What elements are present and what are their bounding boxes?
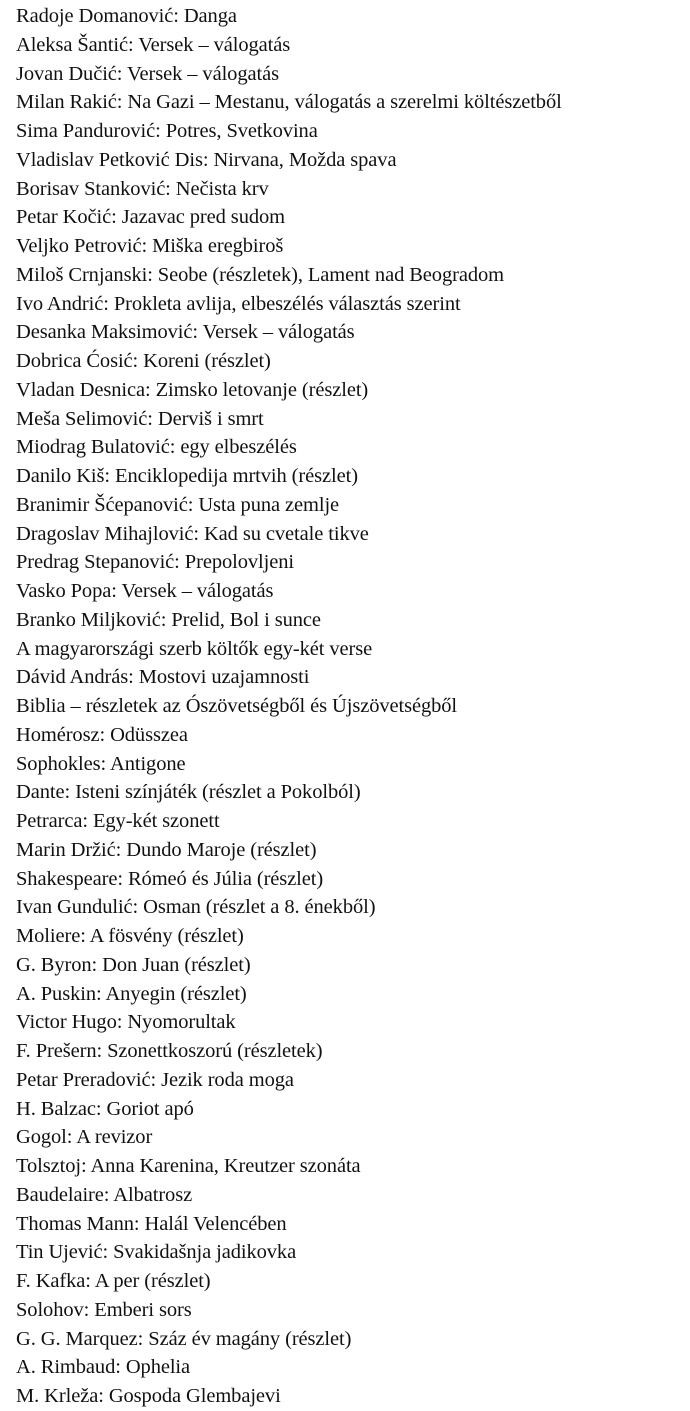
reading-list <box>16 2 686 1411</box>
list-item: G. G. Marquez: Száz év magány (részlet) <box>16 1327 352 1350</box>
list-item: Dante: Isteni színjáték (részlet a Pokolból) <box>16 781 361 804</box>
list-item: Marin Držić: Dundo Maroje (részlet) <box>16 838 317 861</box>
list-item: Vasko Popa: Versek – válogatás <box>16 580 274 602</box>
list-item: Radoje Domanović: Danga <box>16 5 237 27</box>
list-item: Dragoslav Mihajlović: Kad su cvetale tikve <box>16 522 369 545</box>
list-item: F. Kafka: A per (részlet) <box>16 1270 211 1292</box>
list-item: Ivo Andrić: Prokleta avlija, elbeszélés választás szerint <box>16 292 461 315</box>
list-item: Tin Ujević: Svakidašnja jadikovka <box>16 1241 297 1264</box>
list-item: Ivan Gundulić: Osman (részlet a 8. énekből) <box>16 896 376 919</box>
list-item: Desanka Maksimović: Versek – válogatás <box>16 321 355 344</box>
list-item: Predrag Stepanović: Prepolovljeni <box>16 551 294 574</box>
list-item: A magyarországi szerb költők egy-két verse <box>16 637 373 660</box>
list-item: Aleksa Šantić: Versek – válogatás <box>16 33 291 56</box>
list-item: Petar Kočić: Jazavac pred sudom <box>16 206 285 229</box>
list-item: Biblia – részletek az Ószövetségből és Újszövetségből <box>16 695 458 717</box>
list-item: Jovan Dučić: Versek – válogatás <box>16 62 279 85</box>
list-item: Sima Pandurović: Potres, Svetkovina <box>16 120 318 142</box>
list-item: Vladan Desnica: Zimsko letovanje (részlet) <box>16 378 369 401</box>
list-item: Miodrag Bulatović: egy elbeszélés <box>16 436 297 459</box>
list-item: M. Krleža: Gospoda Glembajevi <box>16 1385 281 1407</box>
list-item: Meša Selimović: Derviš i smrt <box>16 407 264 430</box>
list-item: Danilo Kiš: Enciklopedija mrtvih (részlet) <box>16 465 358 487</box>
list-item: Moliere: A fösvény (részlet) <box>16 925 244 947</box>
list-item: F. Prešern: Szonettkoszorú (részletek) <box>16 1040 323 1062</box>
list-item: Branimir Šćepanović: Usta puna zemlje <box>16 493 340 516</box>
list-item: A. Puskin: Anyegin (részlet) <box>16 982 247 1005</box>
list-item: Homérosz: Odüsszea <box>16 723 188 746</box>
list-item: Sophokles: Antigone <box>16 752 186 775</box>
list-item: Branko Miljković: Prelid, Bol i sunce <box>16 608 321 631</box>
list-item: Petar Preradović: Jezik roda moga <box>16 1068 294 1091</box>
list-item: Dobrica Ćosić: Koreni (részlet) <box>16 350 271 372</box>
list-item: Veljko Petrović: Miška eregbiroš <box>16 235 284 257</box>
list-item: H. Balzac: Goriot apó <box>16 1097 194 1120</box>
list-item: Gogol: A revizor <box>16 1126 153 1149</box>
list-item: Dávid András: Mostovi uzajamnosti <box>16 666 310 689</box>
list-item: Thomas Mann: Halál Velencében <box>16 1212 287 1235</box>
list-item: A. Rimbaud: Ophelia <box>16 1356 191 1379</box>
list-item: Vladislav Petković Dis: Nirvana, Možda spava <box>16 148 397 171</box>
list-item: Baudelaire: Albatrosz <box>16 1183 193 1206</box>
list-item: Tolsztoj: Anna Karenina, Kreutzer szonáta <box>16 1155 361 1177</box>
list-item: Borisav Stanković: Nečista krv <box>16 177 269 200</box>
list-item: Petrarca: Egy-két szonett <box>16 810 220 832</box>
list-item: Solohov: Emberi sors <box>16 1298 192 1321</box>
list-item: G. Byron: Don Juan (részlet) <box>16 953 251 976</box>
list-item: Milan Rakić: Na Gazi – Mestanu, válogatás a szerelmi költészetből <box>16 91 562 114</box>
list-item: Shakespeare: Rómeó és Júlia (részlet) <box>16 867 324 890</box>
list-item: Victor Hugo: Nyomorultak <box>16 1011 236 1034</box>
list-item: Miloš Crnjanski: Seobe (részletek), Lament nad Beogradom <box>16 263 504 286</box>
